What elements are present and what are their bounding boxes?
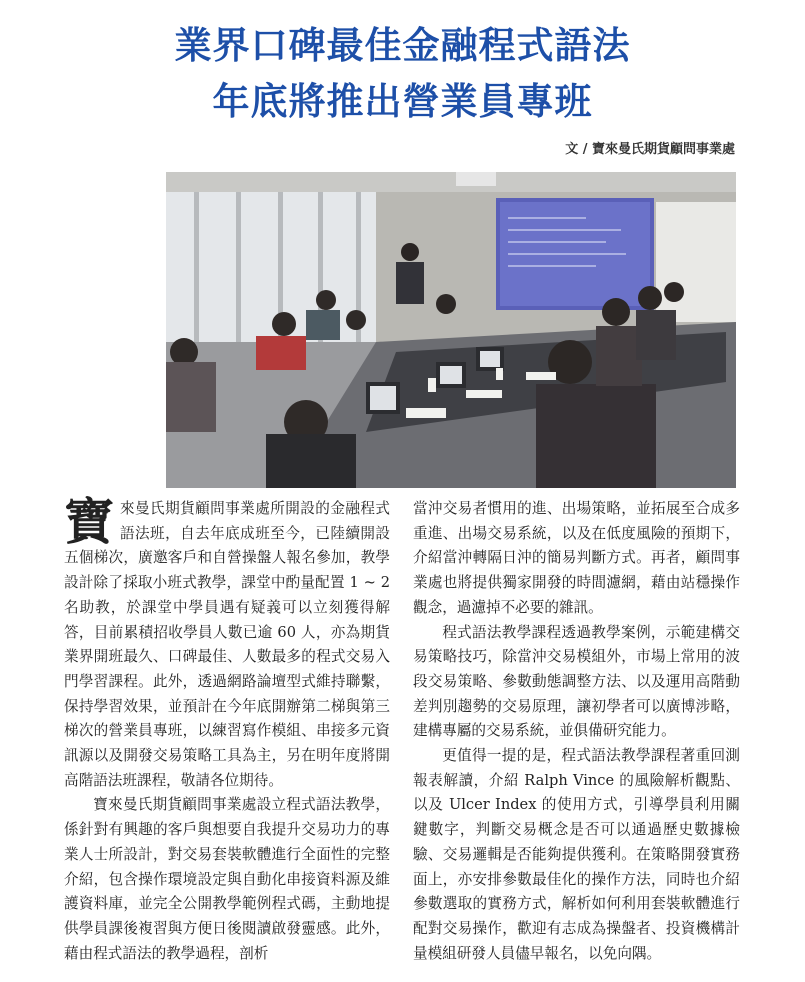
classroom-photo [166,172,736,488]
paragraph-3: 當沖交易者慣用的進、出場策略，並拓展至合成多重進、出場交易系統，以及在低度風險的預期下，介紹當沖轉隔日沖的簡易判斷方式。再者，顧問事業處也將提供獨家開發的時間濾網，藉由站穩操作觀念，過濾掉不必要的雜訊。 [413,500,740,616]
drop-cap: 寶 [64,492,114,551]
paragraph-2: 寶來曼氏期貨顧問事業處設立程式語法教學，係針對有興趣的客戶與想要自我提升交易功力的專業人士所設計，對交易套裝軟體進行全面性的完整介紹，包含操作環境設定與自動化串接資料源及維護資料庫，並完全公開教學範例程式碼，主動地提供學員課後複習與方便日後閱讀啟發靈感。此外，藉由程式語法的教學過程，剖析 [64,796,390,962]
paragraph-1 [64,492,390,793]
byline: 文 / 寶來曼氏期貨顧問事業處 [565,142,735,157]
right-column [413,497,740,966]
headline-line-1: 業界口碑最佳金融程式語法 [174,24,631,67]
headline-line-2: 年底將推出營業員專班 [212,80,593,123]
left-column [64,492,390,966]
paragraph-5: 更值得一提的是，程式語法教學課程著重回測報表解讀，介紹 Ralph Vince 的風險解析觀點、以及 Ulcer Index 的使用方式，引導學員利用關鍵數字，判斷交易概念是否可以通過歷史數據檢驗、交易邏輯是否能夠提供獲利。在策略開發實務面上，亦安排參數最佳化的操作方法，同時也介紹參數選取的實務方式，解析如何利用套裝軟體進行配對交易操作，歡迎有志成為操盤者、投資機構計量模組研發人員儘早報名，以免向隅。 [413,747,740,962]
paragraph-1-text: 來曼氏期貨顧問事業處所開設的金融程式語法班，自去年底成班至今，已陸續開設五個梯次，廣邀客戶和自營操盤人報名參加，教學設計除了採取小班式教學，課堂中酌量配置 1 ~ 2 名助教，於課堂中學員遇有疑義可以立刻獲得解答，目前累積招收學員人數已逾 60 人，亦為期貨業界開班最久、口碑最佳、人數最多的程式交易入門學習課程。此外，透過網路論壇型式維持聯繫，保持學習效果，並預計在今年底開辦第二梯與第三梯次的營業員專班，以練習寫作模組、串接多元資訊源以及開發交易策略工具為主，另在明年度將開高階語法班課程，敬請各位期待。 [64,500,390,789]
paragraph-4: 程式語法教學課程透過教學案例，示範建構交易策略技巧，除當沖交易模組外，市場上常用的波段交易策略、參數動態調整方法、以及運用高階動差判別趨勢的交易原理，讓初學者可以廣博涉略，建構專屬的交易系統，並俱備研究能力。 [413,623,740,740]
